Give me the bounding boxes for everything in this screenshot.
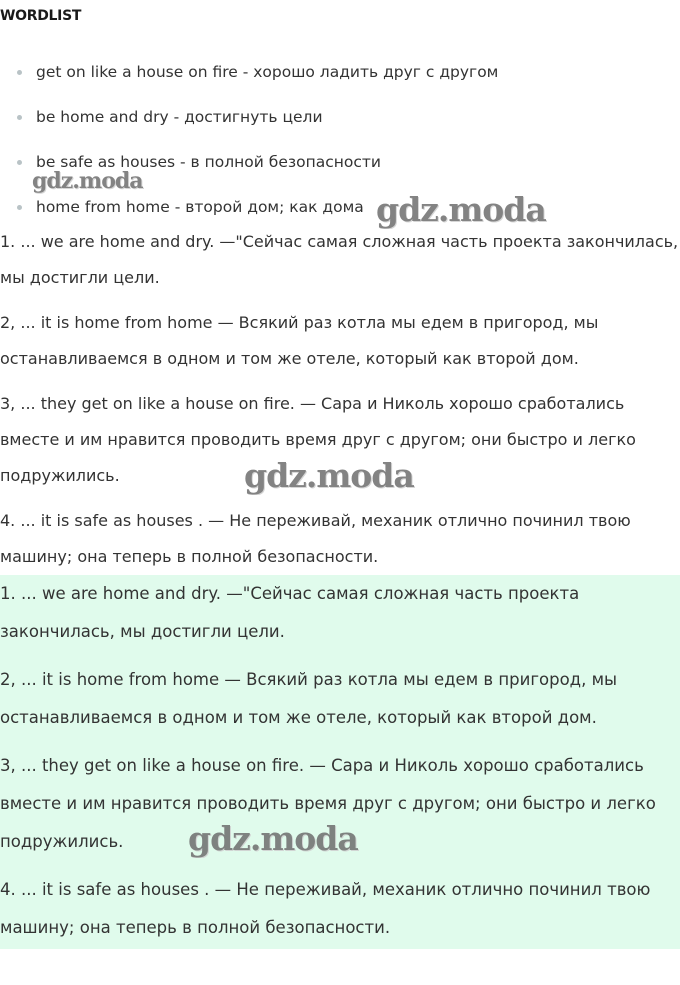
wordlist-item-text: be safe as houses - в полной безопасности [36,153,381,171]
wordlist-item-text: be home and dry - достигнуть цели [36,108,323,126]
list-item [0,54,680,99]
watermark-logo: gdz.moda [188,819,358,858]
watermark-logo: gdz.moda [32,168,143,194]
highlighted-answers-section [0,575,680,949]
wordlist-item-text: home from home - второй дом; как дома [36,198,364,216]
list-item [0,99,680,144]
answer-paragraph: 2, ... it is home from home — Всякий раз котла мы едем в пригород, мы останавливаемся в одном и том же отеле, который как второй дом. [0,313,599,368]
watermark-logo: gdz.moda [244,456,414,495]
wordlist [0,54,680,234]
bullet-icon [17,160,22,165]
bullet-icon [17,115,22,120]
answer-paragraph: 1. ... we are home and dry. —"Сейчас самая сложная часть проекта закончилась, мы достигли цели. [0,232,679,287]
wordlist-item-text: get on like a house on fire - хорошо ладить друг с другом [36,63,499,81]
bullet-icon [17,205,22,210]
highlighted-answer-paragraph: 4. ... it is safe as houses . — Не переживай, механик отлично починил твою машину; она теперь в полной безопасности. [0,880,651,937]
answer-paragraph: 3, ... they get on like a house on fire. — Сара и Николь хорошо сработались вместе и им нравится проводить время друг с другом; они быстро и легко подружились. [0,394,636,485]
highlighted-answer-paragraph: 2, ... it is home from home — Всякий раз котла мы едем в пригород, мы останавливаемся в одном и том же отеле, который как второй дом. [0,670,618,727]
highlighted-answer-paragraph: 3, ... they get on like a house on fire. — Сара и Николь хорошо сработались вместе и им нравится проводить время друг с другом; они быстро и легко подружились. [0,756,656,851]
watermark-logo: gdz.moda [376,190,546,229]
highlighted-answer-paragraph: 1. ... we are home and dry. —"Сейчас самая сложная часть проекта закончилась, мы достигли цели. [0,584,580,641]
wordlist-heading: WORDLIST [0,8,82,24]
answers-section [0,224,680,584]
answer-paragraph: 4. ... it is safe as houses . — Не переживай, механик отлично починил твою машину; она теперь в полной безопасности. [0,511,631,566]
bullet-icon [17,70,22,75]
